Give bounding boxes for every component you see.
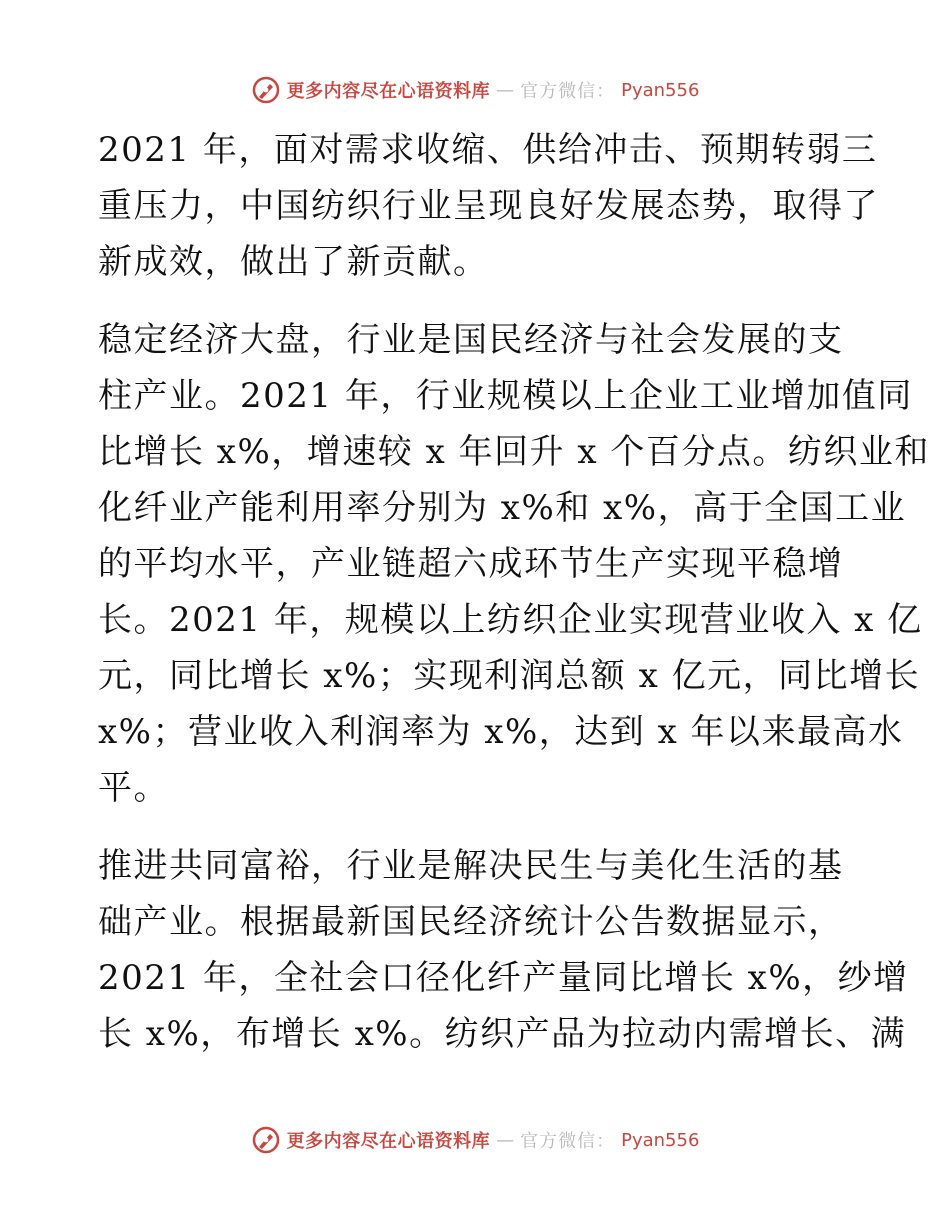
text-line: 长。2021 年，规模以上纺织企业实现营业收入 x 亿 [98,600,923,640]
footer-watermark [0,1120,950,1160]
watermark-dash: — [496,79,515,101]
watermark-site-text: 更多内容尽在心语资料库 [286,1131,491,1152]
text-line: x%；营业收入利润率为 x%，达到 x 年以来最高水 [98,712,904,752]
pen-logo-icon [251,1125,281,1155]
paragraph-1 [98,122,879,290]
watermark-official-label: 官方微信： [520,81,616,102]
text-line: 柱产业。2021 年，行业规模以上企业工业增加值同 [98,376,913,416]
document-body [98,122,930,1084]
watermark-official-label: 官方微信： [520,1131,616,1152]
paragraph-2 [98,312,930,816]
header-watermark [0,70,950,110]
text-line: 化纤业产能利用率分别为 x%和 x%，高于全国工业 [98,488,907,528]
text-line: 推进共同富裕，行业是解决民生与美化生活的基 [98,846,844,886]
text-line: 的平均水平，产业链超六成环节生产实现平稳增 [98,544,844,584]
text-line: 础产业。根据最新国民经济统计公告数据显示， [98,902,844,942]
watermark-dash: — [496,1129,515,1151]
paragraph-3 [98,838,909,1062]
pen-logo-icon [251,75,281,105]
text-line: 平。 [98,768,169,808]
text-line: 稳定经济大盘，行业是国民经济与社会发展的支 [98,320,844,360]
text-line: 元，同比增长 x%；实现利润总额 x 亿元，同比增长 [98,656,921,696]
text-line: 长 x%，布增长 x%。纺织产品为拉动内需增长、满 [98,1014,907,1054]
text-line: 2021 年，全社会口径化纤产量同比增长 x%，纱增 [98,958,909,998]
text-line: 2021 年，面对需求收缩、供给冲击、预期转弱三 [98,130,878,170]
text-line: 重压力，中国纺织行业呈现良好发展态势，取得了 [98,186,879,226]
text-line: 新成效，做出了新贡献。 [98,242,489,282]
watermark-wechat-id: Pyan556 [621,79,700,101]
watermark-site-text: 更多内容尽在心语资料库 [286,81,491,102]
text-line: 比增长 x%，增速较 x 年回升 x 个百分点。纺织业和 [98,432,930,472]
watermark-wechat-id: Pyan556 [621,1129,700,1151]
